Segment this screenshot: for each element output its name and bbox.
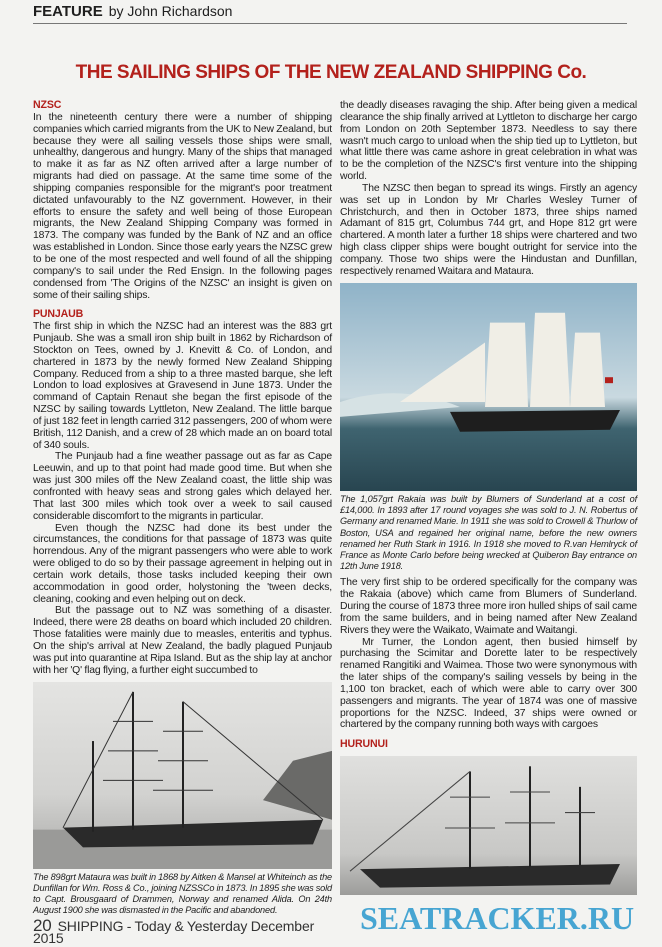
rakaia-caption: The 1,057grt Rakaia was built by Blumers of Sunderland at a cost of £14,000. In 1893 after 17 round voyages she was sold to J. N. Robertus of Germany and renamed Marie. In 1911 she was sold to Crowell & Thurlow of Boston, USA and regained her original name, before the new owners renamed her Ruth Stark in 1916. In 1918 she moved to R.van Hemlryck of France as Monte Carlo before being wrecked at Quiberon Bay entrance on 12th June 1918. xyxy=(340,493,637,572)
paragraph: The NZSC then began to spread its wings. Firstly an agency was set up in London by Mr Charles Wesley Turner of Christchurch, and then in October 1873, three ships named Adamant of 815 grt, Columbus 744 grt, and Hope 812 grt were chartered. A month later a further 18 ships were chartered and two high class clipper ships were bought outright for service into the company. Those two ships were the Hindustan and Dunfillan, respectively renamed Waitara and Mataura. xyxy=(340,182,637,277)
page-number: 20 xyxy=(33,916,52,936)
paragraph: Even though the NZSC had done its best under the circumstances, the conditions for that passage of 1873 was quite horrendous. Any of the migrant passengers who were able to work were obliged to do so by their passage agreement in helping out in certain work details, those tasks included keeping their own accommodation in good order, holystoning the 'tween decks, cleaning, cooking and even helping out on deck. xyxy=(33,522,332,605)
paragraph: Mr Turner, the London agent, then busied himself by purchasing the Scimitar and Dorette later to be respectively renamed Rangitiki and Waimea. Those two were synonymous with the later ships of the company's sailing vessels by being in the 1,100 ton bracket, each of which were able to carry over 300 passengers and migrants. The year of 1874 was one of massive proportions for the NZSC. Indeed, 37 ships were owned or chartered by the company running both ways with cargoes xyxy=(340,636,637,731)
publication-name: SHIPPING - Today & Yesterday December 2015 xyxy=(33,918,315,947)
section-label: FEATURE xyxy=(33,3,103,20)
page-footer xyxy=(33,916,332,947)
feature-header xyxy=(33,3,627,24)
section-heading-hurunui: HURUNUI xyxy=(340,738,388,751)
section-heading-nzsc: NZSC xyxy=(33,99,62,111)
watermark-logo: SEATRACKER.RU xyxy=(360,900,635,936)
left-column xyxy=(33,100,332,945)
mataura-photo xyxy=(33,682,332,869)
paragraph: The first ship in which the NZSC had an interest was the 883 grt Punjaub. She was a small iron ship built in 1862 by Richardson of Stockton on Tees, owned by J. Knevitt & Co. of London, and chartered in 1873 by the newly formed New Zealand Shipping Company. Reduced from a ship to a three masted barque, she left London to load explosives at Gravesend in June 1873. Under the command of Captain Renaut she began the first episode of the NZSC by sailing towards Lyttleton, New Zealand. The little barque of just 182 feet in length carried 312 passengers, 200 of whom were British, 112 Danish, and a crew of 28 which made an on board total of 340 souls. xyxy=(33,321,332,451)
paragraph: In the nineteenth century there were a number of shipping companies which carried migrants from the UK to New Zealand, but because they were all sailing vessels those ships were small, unhealthy, dangerous and hungry. Many of the ships that managed to make it as far as NZ often arrived after a large number of migrants had died on passage. At the same time some of the shipping companies responsible for the migrant's poor treatment dictated unfavourably to the NZ government. However, in their efforts to ensure the safety and well being of those European migrants, the New Zealand Shipping Company was formed in 1873. The company was funded by the Bank of NZ and an office was established in London. Since those early years the NZSC grew to be one of the most respected and well found of all the shipping company's to sail under the Red Ensign. In the following pages condensed from 'The Origins of the NZSC' an insight is given on some of their sailing ships. xyxy=(33,111,332,301)
mataura-caption: The 898grt Mataura was built in 1868 by Aitken & Mansel at Whiteinch as the Dunfillan for Wm. Ross & Co., joining NZSSCo in 1873. In 1895 she was sold to Capt. Brousgaard of Drammen, Norway and renamed Alida. On 24th August 1900 she was dismasted in the Pacific and abandoned. xyxy=(33,871,332,916)
byline: by John Richardson xyxy=(108,3,233,19)
hurunui-photo xyxy=(340,756,637,895)
right-column xyxy=(340,100,637,895)
paragraph: But the passage out to NZ was something of a disaster. Indeed, there were 28 deaths on board which included 20 children. Those fatalities were mainly due to measles, enteritis and typhus. On the ship's arrival at New Zealand, the badly plagued Punjaub was put into quarantine at Ripa Island. But as the ship lay at anchor with her 'Q' flag flying, a further eight succumbed to xyxy=(33,605,332,676)
paragraph: The very first ship to be ordered specifically for the company was the Rakaia (above) which came from Blumers of Sunderland. During the course of 1873 three more iron hulled ships of sail came from the same builders, and in being named after New Zealand Rivers they were the Waikato, Waimate and Waitangi. xyxy=(340,577,637,636)
paragraph: the deadly diseases ravaging the ship. After being given a medical clearance the ship finally arrived at Lyttleton to discharge her cargo from London on 20th September 1873. Needless to say there wasn't much cargo to unload when the ship tied up to Lyttleton, but what little there was came ashore in great celebration in what was to be the completion of the NZSC's first venture into the shipping world. xyxy=(340,100,637,183)
paragraph: The Punjaub had a fine weather passage out as far as Cape Leeuwin, and up to that point had made good time. But when she was just 300 miles off the New Zealand coast, the little ship was confronted with heavy seas and strong gales which delayed her. That last 300 miles which took over a week to sail caused considerable discomfort to the migrants in particular. xyxy=(33,451,332,522)
section-heading-punjaub: PUNJAUB xyxy=(33,308,84,321)
rakaia-painting xyxy=(340,283,637,491)
page-title: THE SAILING SHIPS OF THE NEW ZEALAND SHIPPING Co. xyxy=(75,62,587,83)
